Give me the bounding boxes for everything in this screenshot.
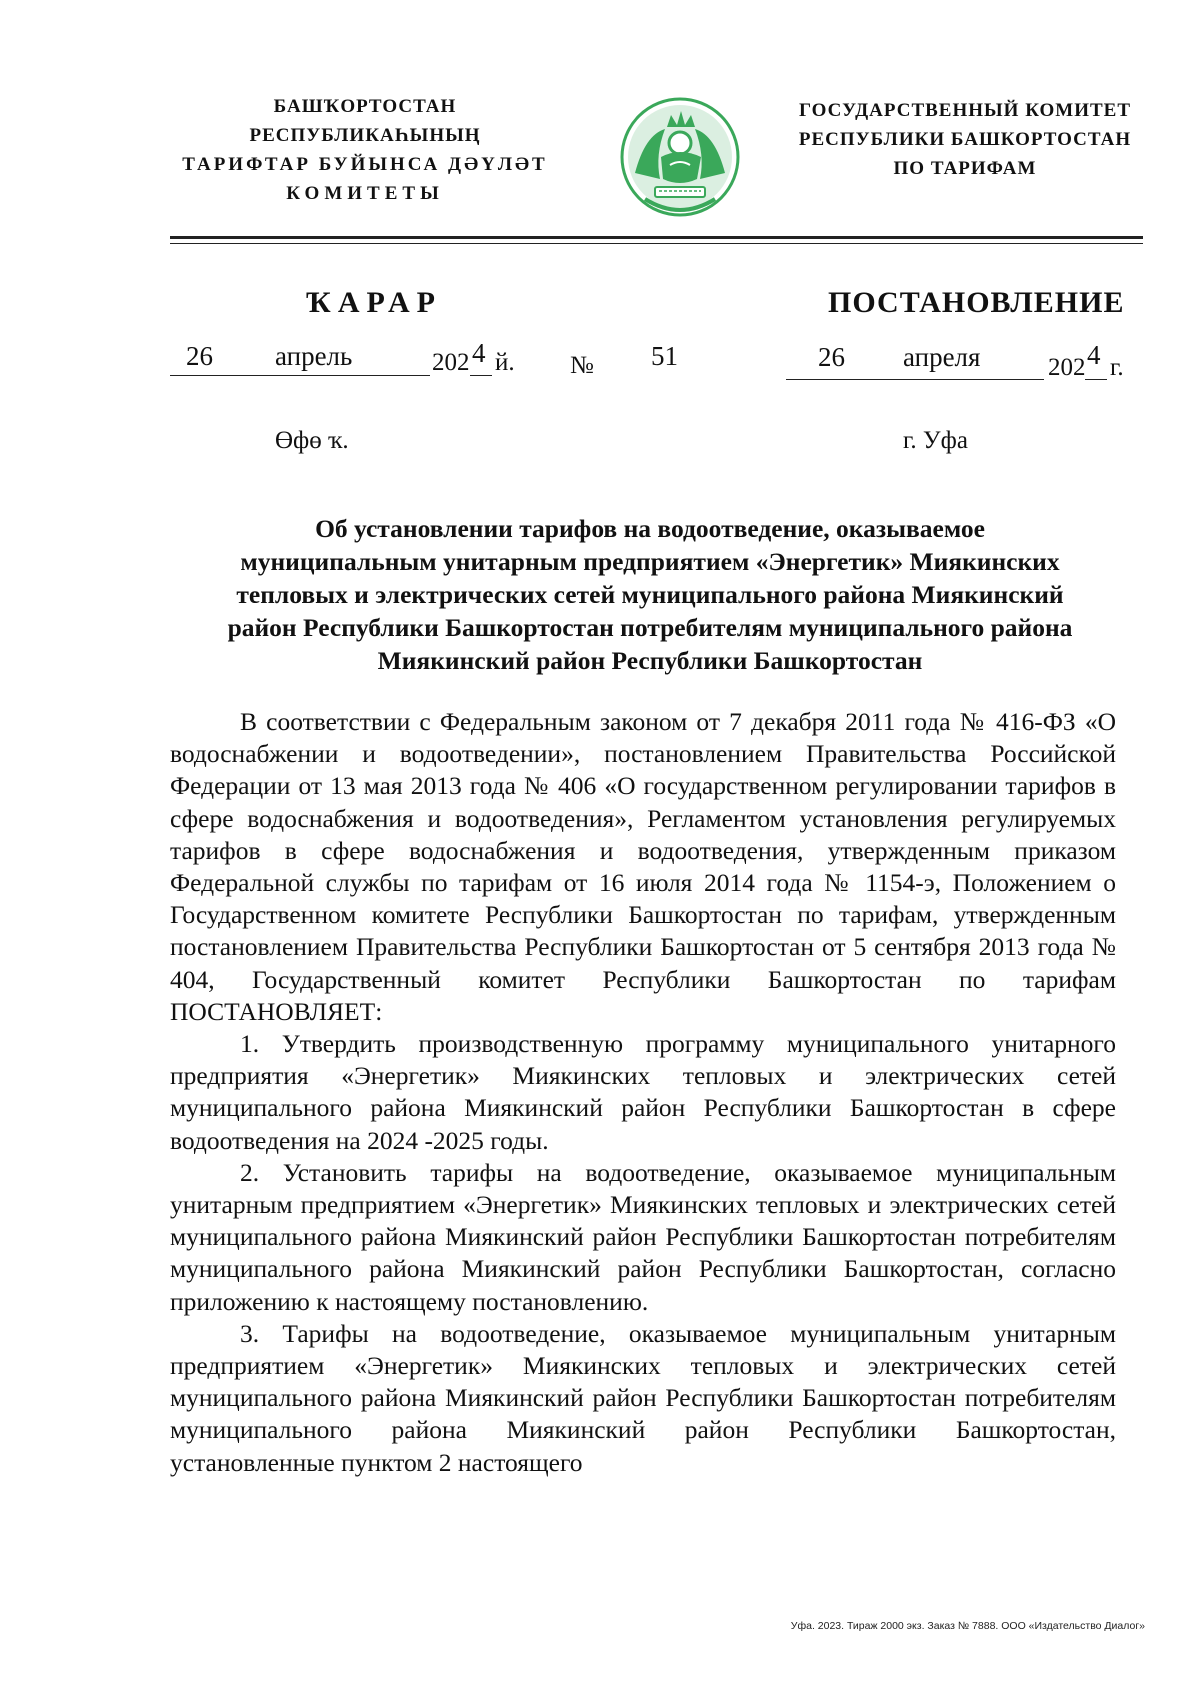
right-date-year-prefix: 202 [1048, 354, 1086, 381]
decree-number-sign: № [570, 352, 594, 379]
right-date-year-digit: 4 [1087, 340, 1101, 370]
header-left-line-3: КОМИТЕТЫ [286, 183, 444, 204]
decree-kind-russian: ПОСТАНОВЛЕНИЕ [828, 286, 1125, 319]
header-left-line-1: БАШҠОРТОСТАН РЕСПУБЛИКАҺЫНЫҢ [249, 96, 481, 146]
right-date-day: 26 [818, 342, 845, 372]
header-right-russian [785, 96, 1145, 183]
header-right-line-2: РЕСПУБЛИКИ БАШКОРТОСТАН [798, 129, 1132, 150]
body-item-2: 2. Установить тарифы на водоотведение, оказываемое муниципальным унитарным предприятием «Энергетик» Миякинских тепловых и электрических сетей муниципального района Миякинский район Республики Башкортостан потребителям муниципального района Миякинский район Республики Башкортостан, согласно приложению к настоящему постановлению. [170, 1157, 1116, 1316]
left-date-year-prefix: 202 [432, 349, 470, 376]
header-left-bashkir [160, 92, 570, 208]
right-date-underline [786, 379, 1044, 380]
body-item-1: 1. Утвердить производственную программу муниципального унитарного предприятия «Энергетик» Миякинских тепловых и электрических сетей муниципального района Миякинский район Республики Башкортостан в сфере водоотведения на 2024 -2025 годы. [170, 1029, 1116, 1155]
right-date-month: апреля [903, 342, 981, 372]
title-line: Об установлении тарифов на водоотведение, оказываемое [315, 514, 985, 543]
header-right-line-3: ПО ТАРИФАМ [893, 158, 1037, 179]
right-date-year-suffix: г. [1110, 354, 1124, 381]
left-date-day: 26 [186, 341, 213, 371]
title-line: тепловых и электрических сетей муниципального района Миякинский [236, 580, 1064, 609]
left-date-year-digit: 4 [472, 338, 486, 368]
print-imprint: Уфа. 2023. Тираж 2000 экз. Заказ № 7888. ООО «Издательство Диалог» [790, 1620, 1145, 1632]
header-right-line-1: ГОСУДАРСТВЕННЫЙ КОМИТЕТ [798, 100, 1132, 121]
right-year-underline [1085, 379, 1107, 380]
city-russian: г. Уфа [903, 427, 968, 454]
decree-kind-bashkir: ҠАРАР [306, 286, 443, 319]
left-date-underline [170, 375, 430, 376]
left-date-month: апрель [275, 341, 353, 371]
decree-number: 51 [651, 341, 678, 371]
header-divider-thin [170, 243, 1143, 244]
document-title [170, 512, 1130, 677]
title-line: муниципальным унитарным предприятием «Энергетик» Миякинских [240, 547, 1060, 576]
left-year-underline [470, 375, 492, 376]
body-preamble: В соответствии с Федеральным законом от 7 декабря 2011 года № 416-ФЗ «О водоснабжении и водоотведении», постановлением Правительства Российской Федерации от 13 мая 2013 года № 406 «О государственном регулировании тарифов в сфере водоснабжения и водоотведения», Регламентом установления регулируемых тарифов в сфере водоснабжения и водоотведения, утвержденным приказом Федеральной службы по тарифам от 16 июля 2014 года № 1154-э, Положением о Государственном комитете Республики Башкортостан по тарифам, утвержденным постановлением Правительства Республики Башкортостан от 5 сентября 2013 года № 404, Государственный комитет Республики Башкортостан по тарифам ПОСТАНОВЛЯЕТ: [170, 707, 1116, 1026]
header-left-line-2: ТАРИФТАР БУЙЫНСА ДӘҮЛӘТ [182, 154, 548, 175]
title-line: район Республики Башкортостан потребителям муниципального района [227, 613, 1073, 642]
body-item-3: 3. Тарифы на водоотведение, оказываемое муниципальным унитарным предприятием «Энергетик» Миякинских тепловых и электрических сетей муниципального района Миякинский район Республики Башкортостан потребителям муниципального района Миякинский район Республики Башкортостан, установленные пунктом 2 настоящего [170, 1318, 1116, 1477]
city-bashkir: Өфө ҡ. [275, 427, 349, 454]
left-date-year-suffix: й. [495, 349, 515, 376]
bashkortostan-coat-of-arms-icon [615, 95, 745, 225]
header-divider-thick [170, 236, 1143, 239]
title-line: Миякинский район Республики Башкортостан [377, 646, 923, 675]
document-body [170, 706, 1116, 1479]
